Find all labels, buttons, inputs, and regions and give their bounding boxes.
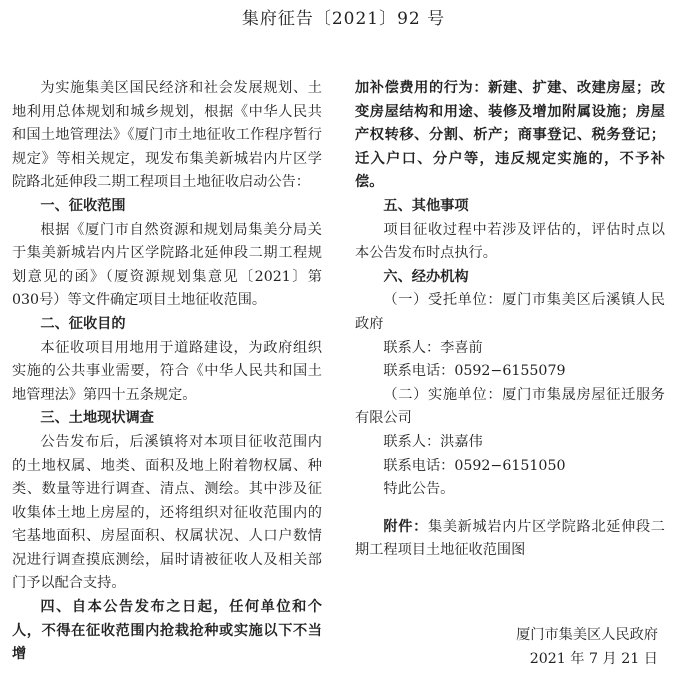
attachment-label: 附件： <box>383 518 428 535</box>
section-heading: 三、土地现状调查 <box>40 410 154 427</box>
document-number: 集府征告〔2021〕92 号 <box>241 9 446 29</box>
paragraph: 联系人：李喜前 <box>383 339 483 356</box>
right-column <box>355 77 665 563</box>
left-column <box>12 77 322 667</box>
issuer-name: 厦门市集美区人民政府 <box>516 627 658 643</box>
section-heading: 一、征收范围 <box>40 197 126 214</box>
issue-date: 2021 年 7 月 21 日 <box>529 651 658 667</box>
paragraph: 公告发布后，后溪镇将对本项目征收范围内的土地权属、地类、面积及地上附着物权属、种类、数量等进行调查、清点、测绘。其中涉及征收集体土地上房屋的，还将组织对征收范围内的宅基地面积、房屋面积、权属状况、人口户数情况进行调查摸底测绘，届时请被征收人及相关部门予以配合支持。 <box>12 433 322 592</box>
paragraph: 项目征收过程中若涉及评估的，评估时点以本公告发布时点执行。 <box>355 221 665 262</box>
paragraph: 特此公告。 <box>383 481 455 498</box>
paragraph: 为实施集美区国民经济和社会发展规划、土地利用总体规划和城乡规划，根据《中华人民共和国土地管理法》《厦门市土地征收工作程序暂行规定》等相关规定，现发布集美新城岩内片区学院路北延伸段二期工程项目土地征收启动公告： <box>12 80 322 191</box>
section-heading: 六、经办机构 <box>383 268 469 285</box>
section-heading: 四、自本公告发布之日起，任何单位和个人，不得在征收范围内抢栽抢种或实施以下不当增 <box>12 599 322 663</box>
paragraph: 联系人：洪嘉伟 <box>383 433 483 450</box>
section-heading: 五、其他事项 <box>383 197 469 214</box>
section-heading: 二、征收目的 <box>40 315 126 332</box>
paragraph: 联系电话：0592−6151050 <box>383 457 566 474</box>
paragraph: 本征收项目用地用于道路建设，为政府组织实施的公共事业需要，符合《中华人民共和国土地管理法》第四十五条规定。 <box>12 339 322 403</box>
paragraph: 联系电话：0592−6155079 <box>383 363 566 380</box>
section-heading: 加补偿费用的行为：新建、扩建、改建房屋；改变房屋结构和用途、装修及增加附属设施；房屋产权转移、分割、析产；商事登记、税务登记；迁入户口、分户等，违反规定实施的，不予补偿。 <box>355 80 665 191</box>
paragraph: 根据《厦门市自然资源和规划局集美分局关于集美新城岩内片区学院路北延伸段二期工程规划意见的函》（厦资源规划集意见〔2021〕第030号）等文件确定项目土地征收范围。 <box>12 221 322 309</box>
paragraph: （一）受托单位：厦门市集美区后溪镇人民政府 <box>355 292 665 332</box>
attachment-note: 附件：集美新城岩内片区学院路北延伸段二期工程项目土地征收范围图 <box>355 518 665 559</box>
paragraph: （二）实施单位：厦门市集晟房屋征迁服务有限公司 <box>355 386 665 427</box>
